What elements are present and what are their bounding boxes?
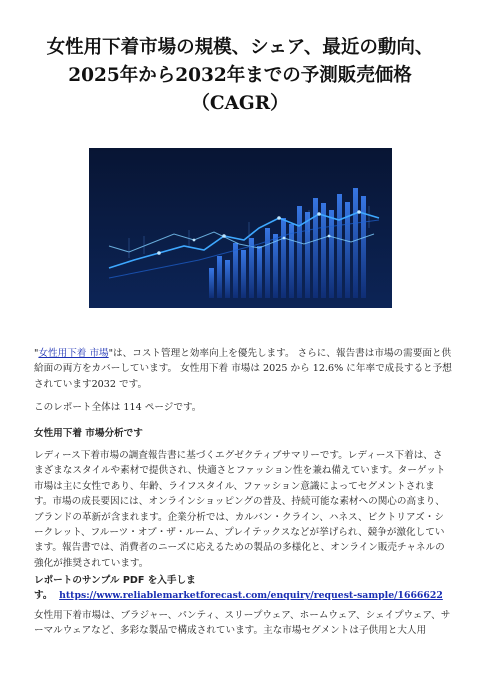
cagr-value: 12.6% — [312, 363, 344, 375]
decorative-bar — [361, 196, 366, 298]
decorative-bar — [321, 203, 326, 298]
sample-heading-end: す。 — [34, 590, 53, 602]
title-line-2: 2025年から2032年までの予測販売価格 — [68, 65, 412, 86]
document-title — [30, 34, 450, 118]
intro-connector: から — [287, 363, 313, 375]
sample-heading — [34, 573, 452, 604]
sample-link[interactable]: https://www.reliablemarketforecast.com/enquiry/request-sample/1666622 — [59, 590, 443, 602]
decorative-bar — [217, 256, 222, 298]
sample-heading-line-2 — [34, 588, 452, 603]
title-line-1: 女性用下着市場の規模、シェア、最近の動向、 — [46, 37, 434, 58]
page-count-suffix: ページです。 — [141, 402, 202, 413]
decorative-bar — [209, 268, 214, 298]
sample-heading-line-1: レポートのサンプル PDF を入手しま — [34, 575, 196, 586]
market-link[interactable]: 女性用下着 市場 — [38, 348, 109, 359]
stock-chart-illustration — [89, 148, 392, 308]
decorative-bar — [297, 206, 302, 298]
page-count-paragraph — [34, 400, 452, 415]
start-year: 2025 — [263, 363, 288, 375]
decorative-bar — [353, 188, 358, 298]
decorative-bar — [265, 228, 270, 298]
quote-mark: " — [34, 348, 39, 359]
decorative-bar — [337, 194, 342, 298]
decorative-bar — [273, 234, 278, 298]
end-year: 2032 — [91, 378, 116, 390]
decorative-bar — [225, 260, 230, 298]
title-line-3: （CAGR） — [191, 93, 289, 114]
intro-text: "は、コスト管理と効率向上を優先します。 さらに、報告書は市場の需要面と供給面の両方をカバーしています。 女性用下着 市場は — [34, 348, 452, 375]
intro-paragraph — [34, 346, 452, 392]
decorative-bar — [241, 250, 246, 298]
analysis-heading: 女性用下着 市場分析です — [34, 428, 143, 439]
decorative-bar — [289, 224, 294, 298]
page-count-prefix: このレポート全体は — [34, 402, 124, 413]
decorative-bar — [313, 198, 318, 298]
decorative-bar — [329, 210, 334, 298]
page-count: 114 — [123, 402, 142, 413]
analysis-paragraph: レディース下着市場の調査報告書に基づくエグゼクティブサマリーです。レディース下着は、さまざまなスタイルや素材で提供され、快適さとファッション性を兼ね備えています。ターゲット市場は主に女性であり、年齢、ライフスタイル、ファッション意識によってセグメントされます。市場の成長要因には、オンラインショッピングの普及、持続可能な素材への関心の高まり、ブランドの革新が含まれます。企業分析では、カルバン・クライン、ハネス、ビクトリアズ・シークレット、フルーツ・オブ・ザ・ルーム、プレイテックスなどが挙げられ、競争が激化しています。報告書では、消費者のニーズに応えるための製品の多様化と、オンライン販売チャネルの強化が推奨されています。 — [34, 450, 446, 569]
intro-text-2: に年率で成長すると予想されています — [34, 363, 452, 390]
decorative-bar — [257, 246, 262, 298]
closing-paragraph: 女性用下着市場は、ブラジャー、パンティ、スリープウェア、ホームウェア、シェイプウェア、サーマルウェアなど、多彩な製品で構成されています。主な市場セグメントは子供用と大人用 — [34, 610, 451, 637]
decorative-bar — [281, 218, 286, 298]
intro-end: です。 — [115, 378, 148, 390]
hero-chart-image — [89, 148, 392, 308]
